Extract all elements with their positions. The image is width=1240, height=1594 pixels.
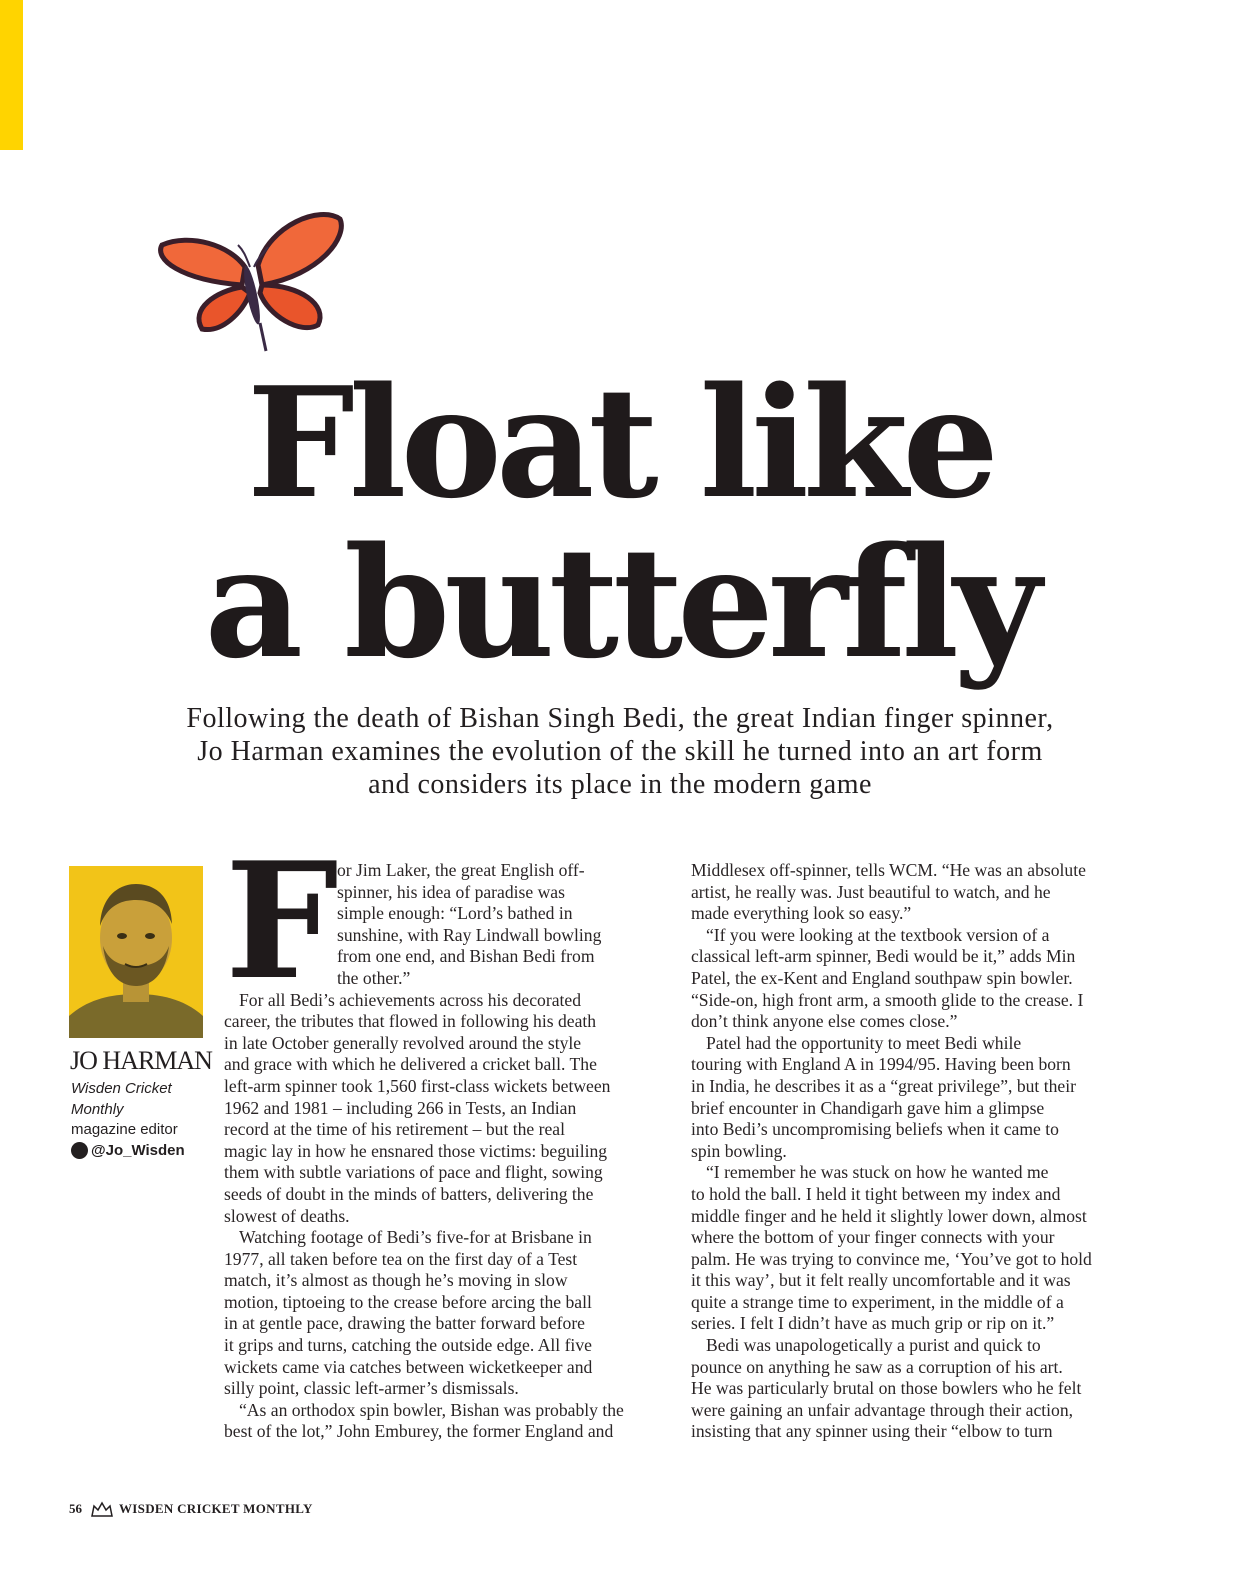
body-line: artist, he really was. Just beautiful to watch, and he — [691, 881, 1051, 902]
body-line: were gaining an unfair advantage through their action, — [691, 1399, 1074, 1420]
body-line: or Jim Laker, the great English off- — [337, 860, 585, 880]
body-line: into Bedi’s uncompromising beliefs when it came to — [691, 1119, 1059, 1140]
body-line: match, it’s almost as though he’s moving in slow — [224, 1270, 568, 1291]
body-line: silly point, classic left-armer’s dismissals. — [224, 1378, 519, 1399]
body-line: in India, he describes it as a “great privilege”, but their — [691, 1075, 1076, 1096]
body-line: made everything look so easy.” — [691, 903, 912, 924]
body-line: classical left-arm spinner, Bedi would be it,” adds Min — [691, 946, 1076, 967]
body-line: left-arm spinner took 1,560 first-class wickets between — [224, 1075, 611, 1096]
headline-line-1: Float like — [246, 353, 994, 532]
body-line: spin bowling. — [691, 1140, 787, 1161]
standfirst — [100, 702, 1140, 801]
accent-bar — [0, 0, 23, 150]
body-line: insisting that any spinner using their “elbow to turn — [691, 1421, 1053, 1442]
body-line: Middlesex off-spinner, tells WCM. “He was an absolute — [691, 860, 1086, 880]
magazine-name: WISDEN CRICKET MONTHLY — [119, 1501, 313, 1516]
body-line: sunshine, with Ray Lindwall bowling — [337, 924, 602, 945]
author-publication-line: Wisden Cricket — [71, 1080, 172, 1097]
body-line: simple enough: “Lord’s bathed in — [337, 903, 573, 924]
body-line: from one end, and Bishan Bedi from — [337, 946, 595, 967]
body-line: wickets came via catches between wicketkeeper and — [224, 1356, 593, 1377]
body-line: and grace with which he delivered a cricket ball. The — [224, 1054, 597, 1075]
body-line: Patel had the opportunity to meet Bedi while — [706, 1032, 1022, 1053]
author-publication — [71, 1078, 172, 1120]
body-line: “If you were looking at the textbook version of a — [706, 924, 1050, 945]
author-role: magazine editor — [71, 1121, 178, 1138]
body-line: 1962 and 1981 – including 266 in Tests, an Indian — [224, 1097, 577, 1118]
body-line: motion, tiptoeing to the crease before arcing the ball — [224, 1291, 592, 1312]
body-line: 1977, all taken before tea on the first day of a Test — [224, 1248, 578, 1269]
body-line: Patel, the ex-Kent and England southpaw spin bowler. — [691, 967, 1073, 988]
body-line: Watching footage of Bedi’s five-for at Brisbane in — [239, 1227, 592, 1248]
author-handle-text: @Jo_Wisden — [91, 1142, 185, 1159]
body-line: quite a strange time to experiment, in the middle of a — [691, 1291, 1064, 1312]
x-logo-icon — [71, 1142, 88, 1159]
body-line: He was particularly brutal on those bowlers who he felt — [691, 1378, 1082, 1399]
drop-cap: F — [225, 827, 339, 1015]
body-line: best of the lot,” John Emburey, the former England and — [224, 1421, 614, 1442]
body-line: record at the time of his retirement – but the real — [224, 1119, 565, 1140]
headline-line-2: a butterfly — [204, 513, 1036, 692]
author-publication-line: Monthly — [71, 1101, 124, 1118]
author-name: JO HARMAN — [70, 1046, 212, 1075]
standfirst-line: Following the death of Bishan Singh Bedi, the great Indian finger spinner, — [186, 703, 1054, 734]
body-line: touring with England A in 1994/95. Having been born — [691, 1054, 1071, 1075]
body-line: slowest of deaths. — [224, 1205, 350, 1226]
article-column-2 — [691, 860, 1092, 1443]
body-line: Bedi was unapologetically a purist and quick to — [706, 1335, 1041, 1356]
standfirst-line: Jo Harman examines the evolution of the skill he turned into an art form — [197, 736, 1043, 767]
body-line: it grips and turns, catching the outside edge. All five — [224, 1335, 592, 1356]
body-line: “I remember he was stuck on how he wanted me — [706, 1162, 1049, 1183]
body-line: the other.” — [337, 967, 411, 988]
body-line: pounce on anything he saw as a corruption of his art. — [691, 1356, 1063, 1377]
body-line: to hold the ball. I held it tight between my index and — [691, 1183, 1061, 1204]
body-line: middle finger and he held it slightly lower down, almost — [691, 1205, 1087, 1226]
page-footer — [69, 1500, 313, 1518]
body-line: where the bottom of your finger connects with your — [691, 1227, 1055, 1248]
body-line: “As an orthodox spin bowler, Bishan was probably the — [239, 1399, 624, 1420]
body-line: For all Bedi’s achievements across his decorated — [239, 989, 581, 1010]
body-line: seeds of doubt in the minds of batters, delivering the — [224, 1183, 594, 1204]
page-number: 56 — [69, 1501, 82, 1516]
body-line: it this way’, but it felt really uncomfortable and it was — [691, 1270, 1071, 1291]
body-line: brief encounter in Chandigarh gave him a glimpse — [691, 1097, 1045, 1118]
article-column-1 — [224, 860, 624, 1443]
body-line: magic lay in how he ensnared those victims: beguiling — [224, 1140, 608, 1161]
body-line: don’t think anyone else comes close.” — [691, 1011, 958, 1032]
butterfly-illustration — [150, 205, 350, 355]
author-photo — [69, 866, 203, 1038]
author-handle[interactable] — [71, 1142, 185, 1159]
body-line: in late October generally revolved around the style — [224, 1032, 582, 1053]
body-line: “Side-on, high front arm, a smooth glide to the crease. I — [691, 989, 1084, 1010]
wisden-crest-icon — [90, 1500, 114, 1518]
body-line: them with subtle variations of pace and flight, sowing — [224, 1162, 603, 1183]
body-line: spinner, his idea of paradise was — [337, 881, 565, 902]
standfirst-line: and considers its place in the modern game — [368, 769, 872, 800]
body-line: series. I felt I didn’t have as much grip or rip on it.” — [691, 1313, 1055, 1334]
body-line: career, the tributes that flowed in following his death — [224, 1011, 597, 1032]
body-line: in at gentle pace, drawing the batter forward before — [224, 1313, 585, 1334]
body-line: palm. He was trying to convince me, ‘You’ve got to hold — [691, 1248, 1092, 1269]
